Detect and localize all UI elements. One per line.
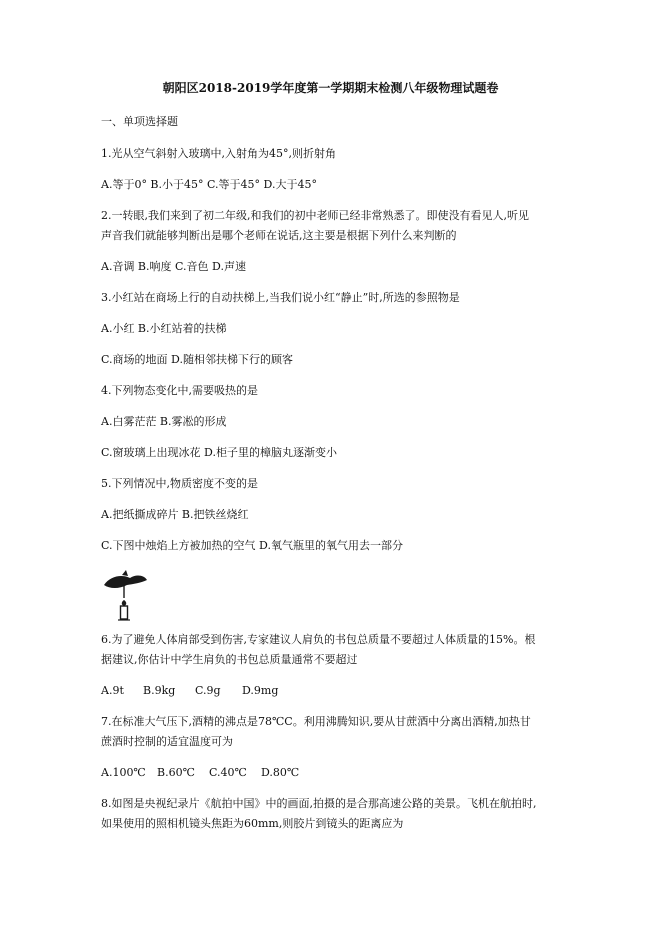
q6-option-a: A.9t [101,684,124,697]
q5-options-line2: C.下图中烛焰上方被加热的空气 D.氧气瓶里的氧气用去一部分 [101,539,403,552]
q7-stem-line1: 7.在标准大气压下,酒精的沸点是78℃C。利用沸腾知识,要从甘蔗酒中分离出酒精,加热甘 [101,715,531,728]
q4-options-line2: C.窗玻璃上出现冰花 D.柜子里的樟脑丸逐渐变小 [101,446,337,459]
q8-stem-line1: 8.如图是央视纪录片《航拍中国》中的画面,拍摄的是合那高速公路的美景。飞机在航拍时, [101,797,537,810]
q5-options-line1: A.把纸撕成碎片 B.把铁丝烧红 [101,508,249,521]
q3-options-line1: A.小红 B.小红站着的扶梯 [101,322,227,335]
q2-options: A.音调 B.响度 C.音色 D.声速 [101,260,246,273]
q6-stem-line1: 6.为了避免人体肩部受到伤害,专家建议人肩负的书包总质量不要超过人体质量的15%。根 [101,633,536,646]
q7-option-b: B.60℃ [157,766,195,779]
q7-option-c: C.40℃ [209,766,247,779]
q7-option-a: A.100℃ [101,766,146,779]
q1-options: A.等于0° B.小于45° C.等于45° D.大于45° [101,178,317,191]
q2-stem-line1: 2.一转眼,我们来到了初二年级,和我们的初中老师已经非常熟悉了。即使没有看见人,听见 [101,209,529,222]
q7-stem-line2: 蔗酒时控制的适宜温度可为 [101,735,233,748]
q4-stem: 4.下列物态变化中,需要吸热的是 [101,384,258,397]
page-title: 朝阳区2018-2019学年度第一学期期末检测八年级物理试题卷 [162,81,499,95]
q8-stem-line2: 如果使用的照相机镜头焦距为60mm,则胶片到镜头的距离应为 [101,817,404,830]
candle-figure [100,570,150,622]
hot-air-vane-icon [104,570,147,598]
q3-stem: 3.小红站在商场上行的自动扶梯上,当我们说小红“静止”时,所选的参照物是 [101,291,460,304]
q1-stem: 1.光从空气斜射入玻璃中,入射角为45°,则折射角 [101,147,336,160]
q5-stem: 5.下列情况中,物质密度不变的是 [101,477,258,490]
q7-options [101,766,299,780]
candle-icon [118,600,130,620]
section-heading: 一、单项选择题 [101,115,178,128]
q2-stem-line2: 声音我们就能够判断出是哪个老师在说话,这主要是根据下列什么来判断的 [101,229,457,242]
q6-option-d: D.9mg [242,684,279,697]
q6-option-b: B.9kg [143,684,176,697]
q6-option-c: C.9g [195,684,221,697]
q6-options [101,684,278,698]
q6-stem-line2: 据建议,你估计中学生肩负的书包总质量通常不要超过 [101,653,358,666]
q7-option-d: D.80℃ [261,766,300,779]
q3-options-line2: C.商场的地面 D.随相邻扶梯下行的顾客 [101,353,293,366]
q4-options-line1: A.白雾茫茫 B.雾凇的形成 [101,415,227,428]
